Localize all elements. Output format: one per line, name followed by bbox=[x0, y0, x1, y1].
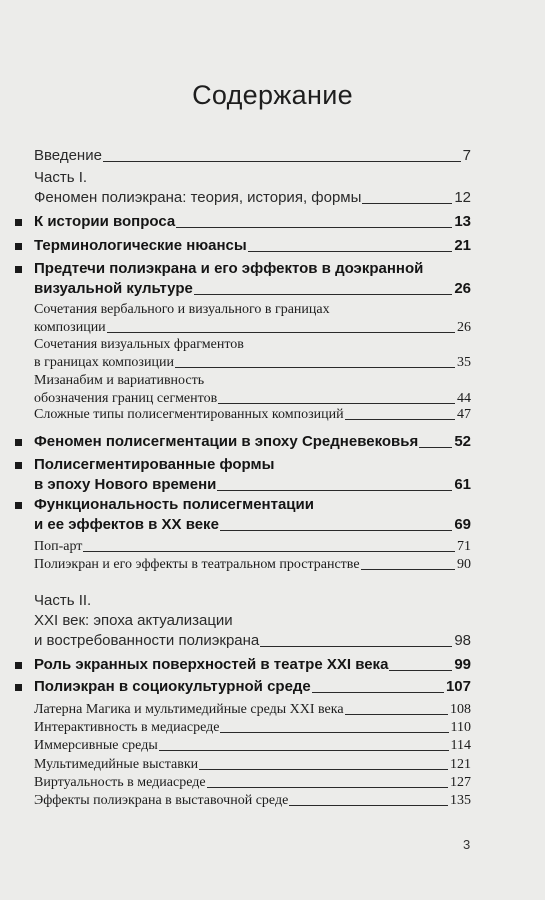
toc-page-number: 52 bbox=[454, 433, 471, 450]
toc-page-number: 7 bbox=[462, 147, 471, 164]
leader-line bbox=[103, 161, 461, 162]
toc-page-number: 99 bbox=[454, 656, 471, 673]
toc-entry[interactable] bbox=[34, 774, 471, 792]
toc-entry[interactable] bbox=[34, 556, 471, 574]
toc-entry[interactable] bbox=[34, 432, 471, 452]
toc-page-number: 35 bbox=[457, 355, 471, 370]
bullet-square-icon bbox=[15, 243, 22, 250]
toc-entry-text: визуальной культуре bbox=[34, 280, 193, 297]
leader-line bbox=[361, 569, 455, 570]
toc-page-number: 13 bbox=[454, 213, 471, 230]
toc-entry-text: Сочетания визуальных фрагментов bbox=[34, 337, 244, 352]
toc-page-number: 135 bbox=[450, 793, 471, 808]
toc-entry[interactable] bbox=[34, 737, 471, 755]
leader-line bbox=[159, 750, 449, 751]
toc-page-number: 47 bbox=[457, 407, 471, 422]
bullet-square-icon bbox=[15, 439, 22, 446]
toc-entry-text: К истории вопроса bbox=[34, 213, 176, 230]
leader-line bbox=[83, 551, 455, 552]
toc-page-number: 69 bbox=[454, 516, 471, 533]
toc-entry-text: Полиэкран в социокультурной среде bbox=[34, 678, 311, 695]
toc-entry-text: Полисегментированные формы bbox=[34, 456, 275, 473]
toc-entry[interactable] bbox=[34, 168, 471, 208]
toc-entry[interactable] bbox=[34, 301, 471, 337]
toc-entry-text: Функциональность полисегментации bbox=[34, 496, 314, 513]
toc-entry-text: в границах композиции bbox=[34, 355, 174, 370]
toc-entry-text: Сложные типы полисегментированных композиций bbox=[34, 407, 344, 422]
leader-line bbox=[220, 732, 448, 733]
toc-entry-text: Иммерсивные среды bbox=[34, 738, 158, 753]
toc-entry-text: Виртуальность в медиасреде bbox=[34, 775, 206, 790]
toc-page-number: 98 bbox=[454, 632, 471, 649]
toc-entry[interactable] bbox=[34, 146, 471, 166]
toc-entry-text: Полиэкран и его эффекты в театральном пространстве bbox=[34, 557, 360, 572]
leader-line bbox=[289, 805, 448, 806]
toc-entry-text: Интерактивность в медиасреде bbox=[34, 720, 220, 735]
toc-page-number: 61 bbox=[454, 476, 471, 493]
page-number: 3 bbox=[463, 837, 471, 852]
toc-entry-text: Феномен полисегментации в эпоху Средневековья bbox=[34, 433, 419, 450]
toc-page-number: 12 bbox=[454, 189, 471, 206]
toc-entry[interactable] bbox=[34, 591, 471, 651]
bullet-square-icon bbox=[15, 219, 22, 226]
toc-entry-text: Феномен полиэкрана: теория, история, формы bbox=[34, 189, 362, 206]
toc-entry-text: XXI век: эпоха актуализации bbox=[34, 612, 233, 629]
bullet-square-icon bbox=[15, 502, 22, 509]
toc-entry[interactable] bbox=[34, 538, 471, 556]
leader-line bbox=[207, 787, 448, 788]
toc-entry-text: Часть I. bbox=[34, 169, 88, 186]
toc-entry[interactable] bbox=[34, 792, 471, 810]
toc-entry-text: Мультимедийные выставки bbox=[34, 757, 199, 772]
toc-entry-text: Мизанабим и вариативность bbox=[34, 373, 205, 388]
toc-page-number: 71 bbox=[457, 539, 471, 554]
toc-entry-text: Терминологические нюансы bbox=[34, 237, 247, 254]
toc-entry[interactable] bbox=[34, 455, 471, 495]
toc-page-number: 107 bbox=[445, 678, 471, 695]
leader-line bbox=[260, 646, 452, 647]
leader-line bbox=[312, 692, 444, 693]
toc-page-number: 26 bbox=[454, 280, 471, 297]
leader-line bbox=[107, 332, 455, 333]
toc-entry[interactable] bbox=[34, 372, 471, 408]
toc-entry[interactable] bbox=[34, 701, 471, 719]
toc-page-number: 110 bbox=[450, 720, 471, 735]
toc-entry-text: Поп-арт bbox=[34, 539, 83, 554]
toc-entry[interactable] bbox=[34, 406, 471, 424]
leader-line bbox=[345, 714, 448, 715]
bullet-square-icon bbox=[15, 684, 22, 691]
toc-entry-text: Часть II. bbox=[34, 592, 92, 609]
toc-page-number: 121 bbox=[450, 757, 471, 772]
toc-entry[interactable] bbox=[34, 655, 471, 675]
toc-page-number: 90 bbox=[457, 557, 471, 572]
toc-entry-text: и востребованности полиэкрана bbox=[34, 632, 260, 649]
toc-entry[interactable] bbox=[34, 236, 471, 256]
leader-line bbox=[217, 490, 452, 491]
leader-line bbox=[345, 419, 455, 420]
leader-line bbox=[218, 403, 455, 404]
toc-entry[interactable] bbox=[34, 719, 471, 737]
toc-entry[interactable] bbox=[34, 677, 471, 697]
toc-page-number: 26 bbox=[457, 320, 471, 335]
leader-line bbox=[199, 769, 448, 770]
bullet-square-icon bbox=[15, 662, 22, 669]
bullet-square-icon bbox=[15, 462, 22, 469]
toc-page-number: 114 bbox=[450, 738, 471, 753]
toc-page-number: 108 bbox=[450, 702, 471, 717]
toc-entry-text: Роль экранных поверхностей в театре XXI века bbox=[34, 656, 389, 673]
page-title: Содержание bbox=[192, 80, 353, 110]
toc-entry-text: Латерна Магика и мультимедийные среды XXI века bbox=[34, 702, 344, 717]
toc-entry-text: Эффекты полиэкрана в выставочной среде bbox=[34, 793, 289, 808]
leader-line bbox=[175, 367, 455, 368]
toc-entry[interactable] bbox=[34, 756, 471, 774]
toc-page-number: 21 bbox=[454, 237, 471, 254]
leader-line bbox=[362, 203, 452, 204]
toc-entry-text: Сочетания вербального и визуального в границах bbox=[34, 302, 330, 317]
toc-entry-text: и ее эффектов в XX веке bbox=[34, 516, 219, 533]
leader-line bbox=[389, 670, 452, 671]
toc-entry-text: Введение bbox=[34, 147, 102, 164]
toc-entry[interactable] bbox=[34, 336, 471, 372]
leader-line bbox=[419, 447, 452, 448]
toc-entry[interactable] bbox=[34, 259, 471, 299]
bullet-square-icon bbox=[15, 266, 22, 273]
leader-line bbox=[248, 251, 453, 252]
toc-entry-text: в эпоху Нового времени bbox=[34, 476, 217, 493]
toc-page-number: 44 bbox=[457, 391, 471, 406]
toc-entry-text: Предтечи полиэкрана и его эффектов в доэкранной bbox=[34, 260, 424, 277]
toc-page-number: 127 bbox=[450, 775, 471, 790]
toc-entry[interactable] bbox=[34, 495, 471, 535]
toc-entry[interactable] bbox=[34, 212, 471, 232]
toc-entry-text: композиции bbox=[34, 320, 106, 335]
toc-entry-text: обозначения границ сегментов bbox=[34, 391, 218, 406]
leader-line bbox=[176, 227, 452, 228]
leader-line bbox=[194, 294, 452, 295]
leader-line bbox=[220, 530, 452, 531]
